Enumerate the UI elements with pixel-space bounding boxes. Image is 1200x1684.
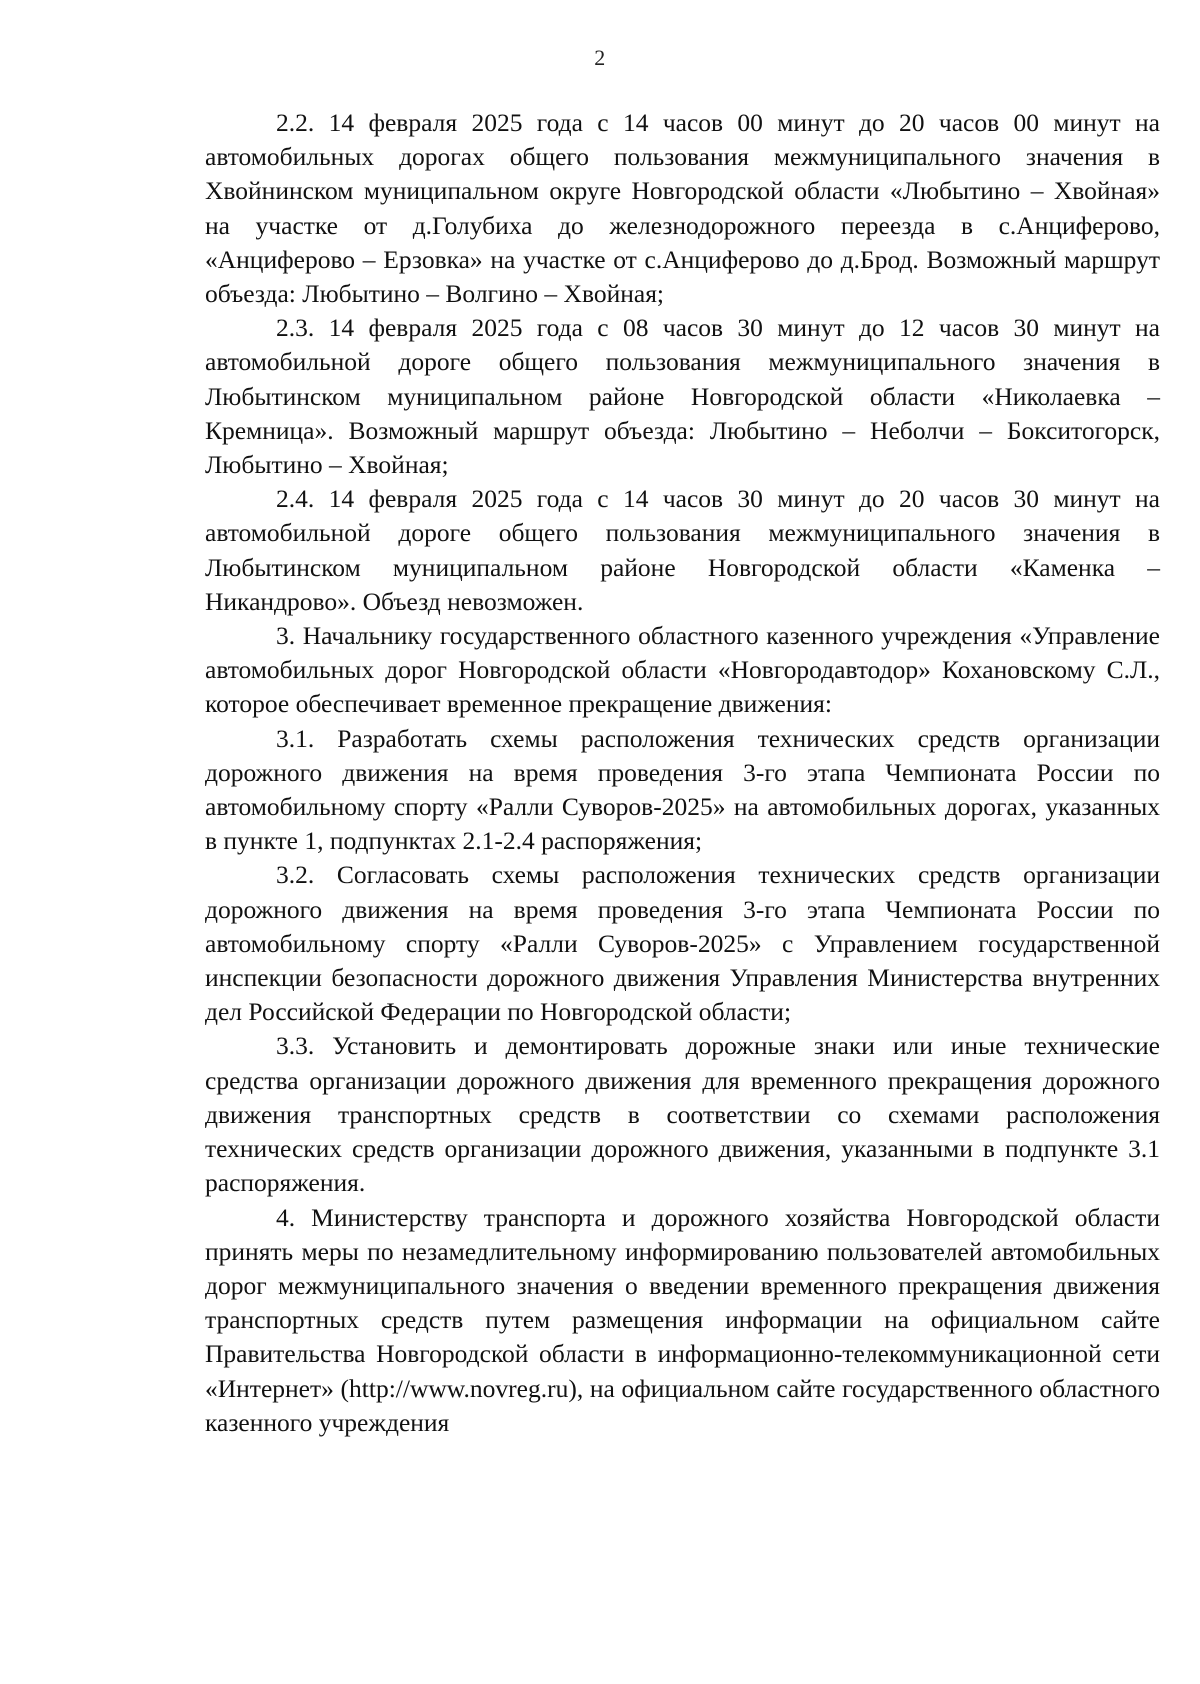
page-number: 2: [594, 45, 606, 70]
paragraph-3-2: 3.2. Согласовать схемы расположения технических средств организации дорожного движения на время проведения 3-го этапа Чемпионата России по автомобильному спорту «Ралли Суворов-2025» с Управлением государственной инспекции безопасности дорожного движения Управления Министерства внутренних дел Российской Федерации по Новгородской области;: [205, 860, 1160, 1027]
document-body: [205, 106, 1160, 1440]
paragraph-3: 3. Начальнику государственного областного казенного учреждения «Управление автомобильных дорог Новгородской области «Новгородавтодор» Кохановскому С.Л., которое обеспечивает временное прекращение движения:: [205, 621, 1160, 719]
paragraph-2-2: 2.2. 14 февраля 2025 года с 14 часов 00 минут до 20 часов 00 минут на автомобильных дорогах общего пользования межмуниципального значения в Хвойнинском муниципальном округе Новгородской области «Любытино – Хвойная» на участке от д.Голубиха до железнодорожного переезда в с.Анциферово, «Анциферово – Ерзовка» на участке от с.Анциферово до д.Брод. Возможный маршрут объезда: Любытино – Волгино – Хвойная;: [205, 108, 1160, 309]
paragraph-3-1: 3.1. Разработать схемы расположения технических средств организации дорожного движения на время проведения 3-го этапа Чемпионата России по автомобильному спорту «Ралли Суворов-2025» на автомобильных дорогах, указанных в пункте 1, подпунктах 2.1-2.4 распоряжения;: [205, 723, 1160, 856]
paragraph-2-3: 2.3. 14 февраля 2025 года с 08 часов 30 минут до 12 часов 30 минут на автомобильной дороге общего пользования межмуниципального значения в Любытинском муниципальном районе Новгородской области «Николаевка – Кремница». Возможный маршрут объезда: Любытино – Неболчи – Бокситогорск, Любытино – Хвойная;: [205, 313, 1160, 480]
paragraph-4: 4. Министерству транспорта и дорожного хозяйства Новгородской области принять меры по незамедлительному информированию пользователей автомобильных дорог межмуниципального значения о введении временного прекращения движения транспортных средств путем размещения информации на официальном сайте Правительства Новгородской области в информационно-телекоммуникационной сети «Интернет» (http://www.novreg.ru), на официальном сайте государственного областного казенного учреждения: [205, 1202, 1160, 1437]
paragraph-3-3: 3.3. Установить и демонтировать дорожные знаки или иные технические средства организации дорожного движения для временного прекращения дорожного движения транспортных средств в соответствии со схемами расположения технических средств организации дорожного движения, указанными в подпункте 3.1 распоряжения.: [205, 1031, 1160, 1198]
paragraph-2-4: 2.4. 14 февраля 2025 года с 14 часов 30 минут до 20 часов 30 минут на автомобильной дороге общего пользования межмуниципального значения в Любытинском муниципальном районе Новгородской области «Каменка – Никандрово». Объезд невозможен.: [205, 484, 1160, 616]
